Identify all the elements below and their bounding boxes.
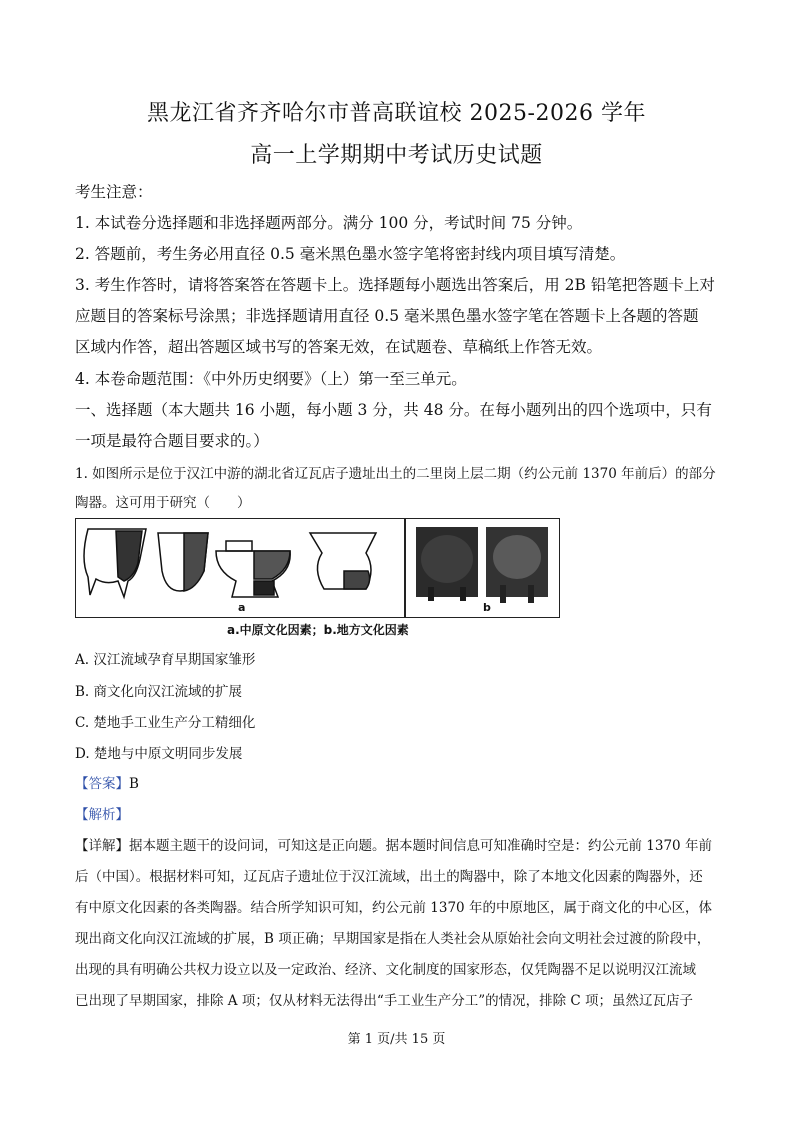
pottery-vessel-2: [158, 533, 208, 591]
question1-stem-line2: 陶器。这可用于研究（ ）: [75, 495, 251, 511]
section-heading-line2: 一项是最符合题目要求的。）: [75, 432, 269, 450]
detail-text-1: 据本题主题干的设问词，可知这是正向题。据本题时间信息可知准确时空是：约公元前 1370 年前: [129, 838, 712, 854]
pottery-vessel-3: [216, 541, 290, 597]
detail-line-5: 出现的具有明确公共权力设立以及一定政治、经济、文化制度的国家形态，仅凭陶器不足以说明汉江流域: [75, 962, 696, 978]
question1-stem-line1: 1. 如图所示是位于汉江中游的湖北省辽瓦店子遗址出土的二里岗上层二期（约公元前 1370 年前后）的部分: [75, 466, 716, 482]
notice-line-4: 应题目的答案标号涂黑；非选择题请用直径 0.5 毫米黑色墨水签字笔在答题卡上各题的答题: [75, 307, 699, 325]
section-heading-line1: 一、选择题（本大题共 16 小题，每小题 3 分，共 48 分。在每小题列出的四个选项中，只有: [75, 401, 712, 419]
detail-line-4: 现出商文化向汉江流域的扩展，B 项正确；早期国家是指在人类社会从原始社会向文明社会过渡的阶段中，: [75, 931, 711, 947]
detail-line-2: 后（中国）。根据材料可知，辽瓦店子遗址位于汉江流域，出土的陶器中，除了本地文化因素的陶器外，还: [75, 869, 703, 885]
notice-line-6: 4. 本卷命题范围：《中外历史纲要》（上）第一至三单元。: [75, 370, 467, 388]
answer-tag: 【答案】: [75, 776, 129, 792]
figure-caption: a.中原文化因素；b.地方文化因素: [227, 623, 409, 637]
detail-tag: 【详解】: [75, 838, 129, 854]
notice-line-5: 区域内作答，超出答题区域书写的答案无效，在试题卷、草稿纸上作答无效。: [75, 338, 603, 356]
page-footer: 第 1 页/共 15 页: [347, 1032, 446, 1047]
notice-line-2: 2. 答题前，考生务必用直径 0.5 毫米黑色墨水签字笔将密封线内项目填写清楚。: [75, 245, 626, 263]
detail-line-1: [75, 834, 712, 854]
pottery-vessel-1: [84, 529, 146, 597]
analysis-tag: 【解析】: [75, 807, 129, 823]
answer-value: B: [129, 776, 139, 792]
pottery-vessel-4: [310, 533, 376, 589]
exam-title-line2: 高一上学期期中考试历史试题: [250, 143, 543, 168]
detail-line-6: 已出现了早期国家，排除 A 项；仅从材料无法得出“手工业生产分工”的情况，排除 C 项；虽然辽瓦店子: [75, 993, 694, 1009]
exam-title-line1: 黑龙江省齐齐哈尔市普高联谊校 2025-2026 学年: [147, 101, 646, 126]
pottery-photo-1: [416, 527, 478, 601]
answer-line: [75, 772, 139, 792]
notice-heading: 考生注意：: [75, 183, 153, 201]
notice-line-3: 3. 考生作答时，请将答案答在答题卡上。选择题每小题选出答案后，用 2B 铅笔把答题卡上对: [75, 276, 715, 294]
option-d: D. 楚地与中原文明同步发展: [75, 746, 243, 762]
notice-line-1: 1. 本试卷分选择题和非选择题两部分。满分 100 分，考试时间 75 分钟。: [75, 214, 583, 232]
option-a: A. 汉江流域孕育早期国家雏形: [75, 652, 256, 668]
figure-divider: [404, 519, 406, 617]
pottery-figure: [75, 518, 560, 618]
figure-label-a: a: [238, 601, 246, 614]
pottery-photo-2: [486, 527, 548, 603]
figure-label-b: b: [483, 601, 491, 614]
option-b: B. 商文化向汉江流域的扩展: [75, 684, 243, 700]
detail-line-3: 有中原文化因素的各类陶器。结合所学知识可知，约公元前 1370 年的中原地区，属于商文化的中心区，体: [75, 900, 712, 916]
option-c: C. 楚地手工业生产分工精细化: [75, 715, 256, 731]
